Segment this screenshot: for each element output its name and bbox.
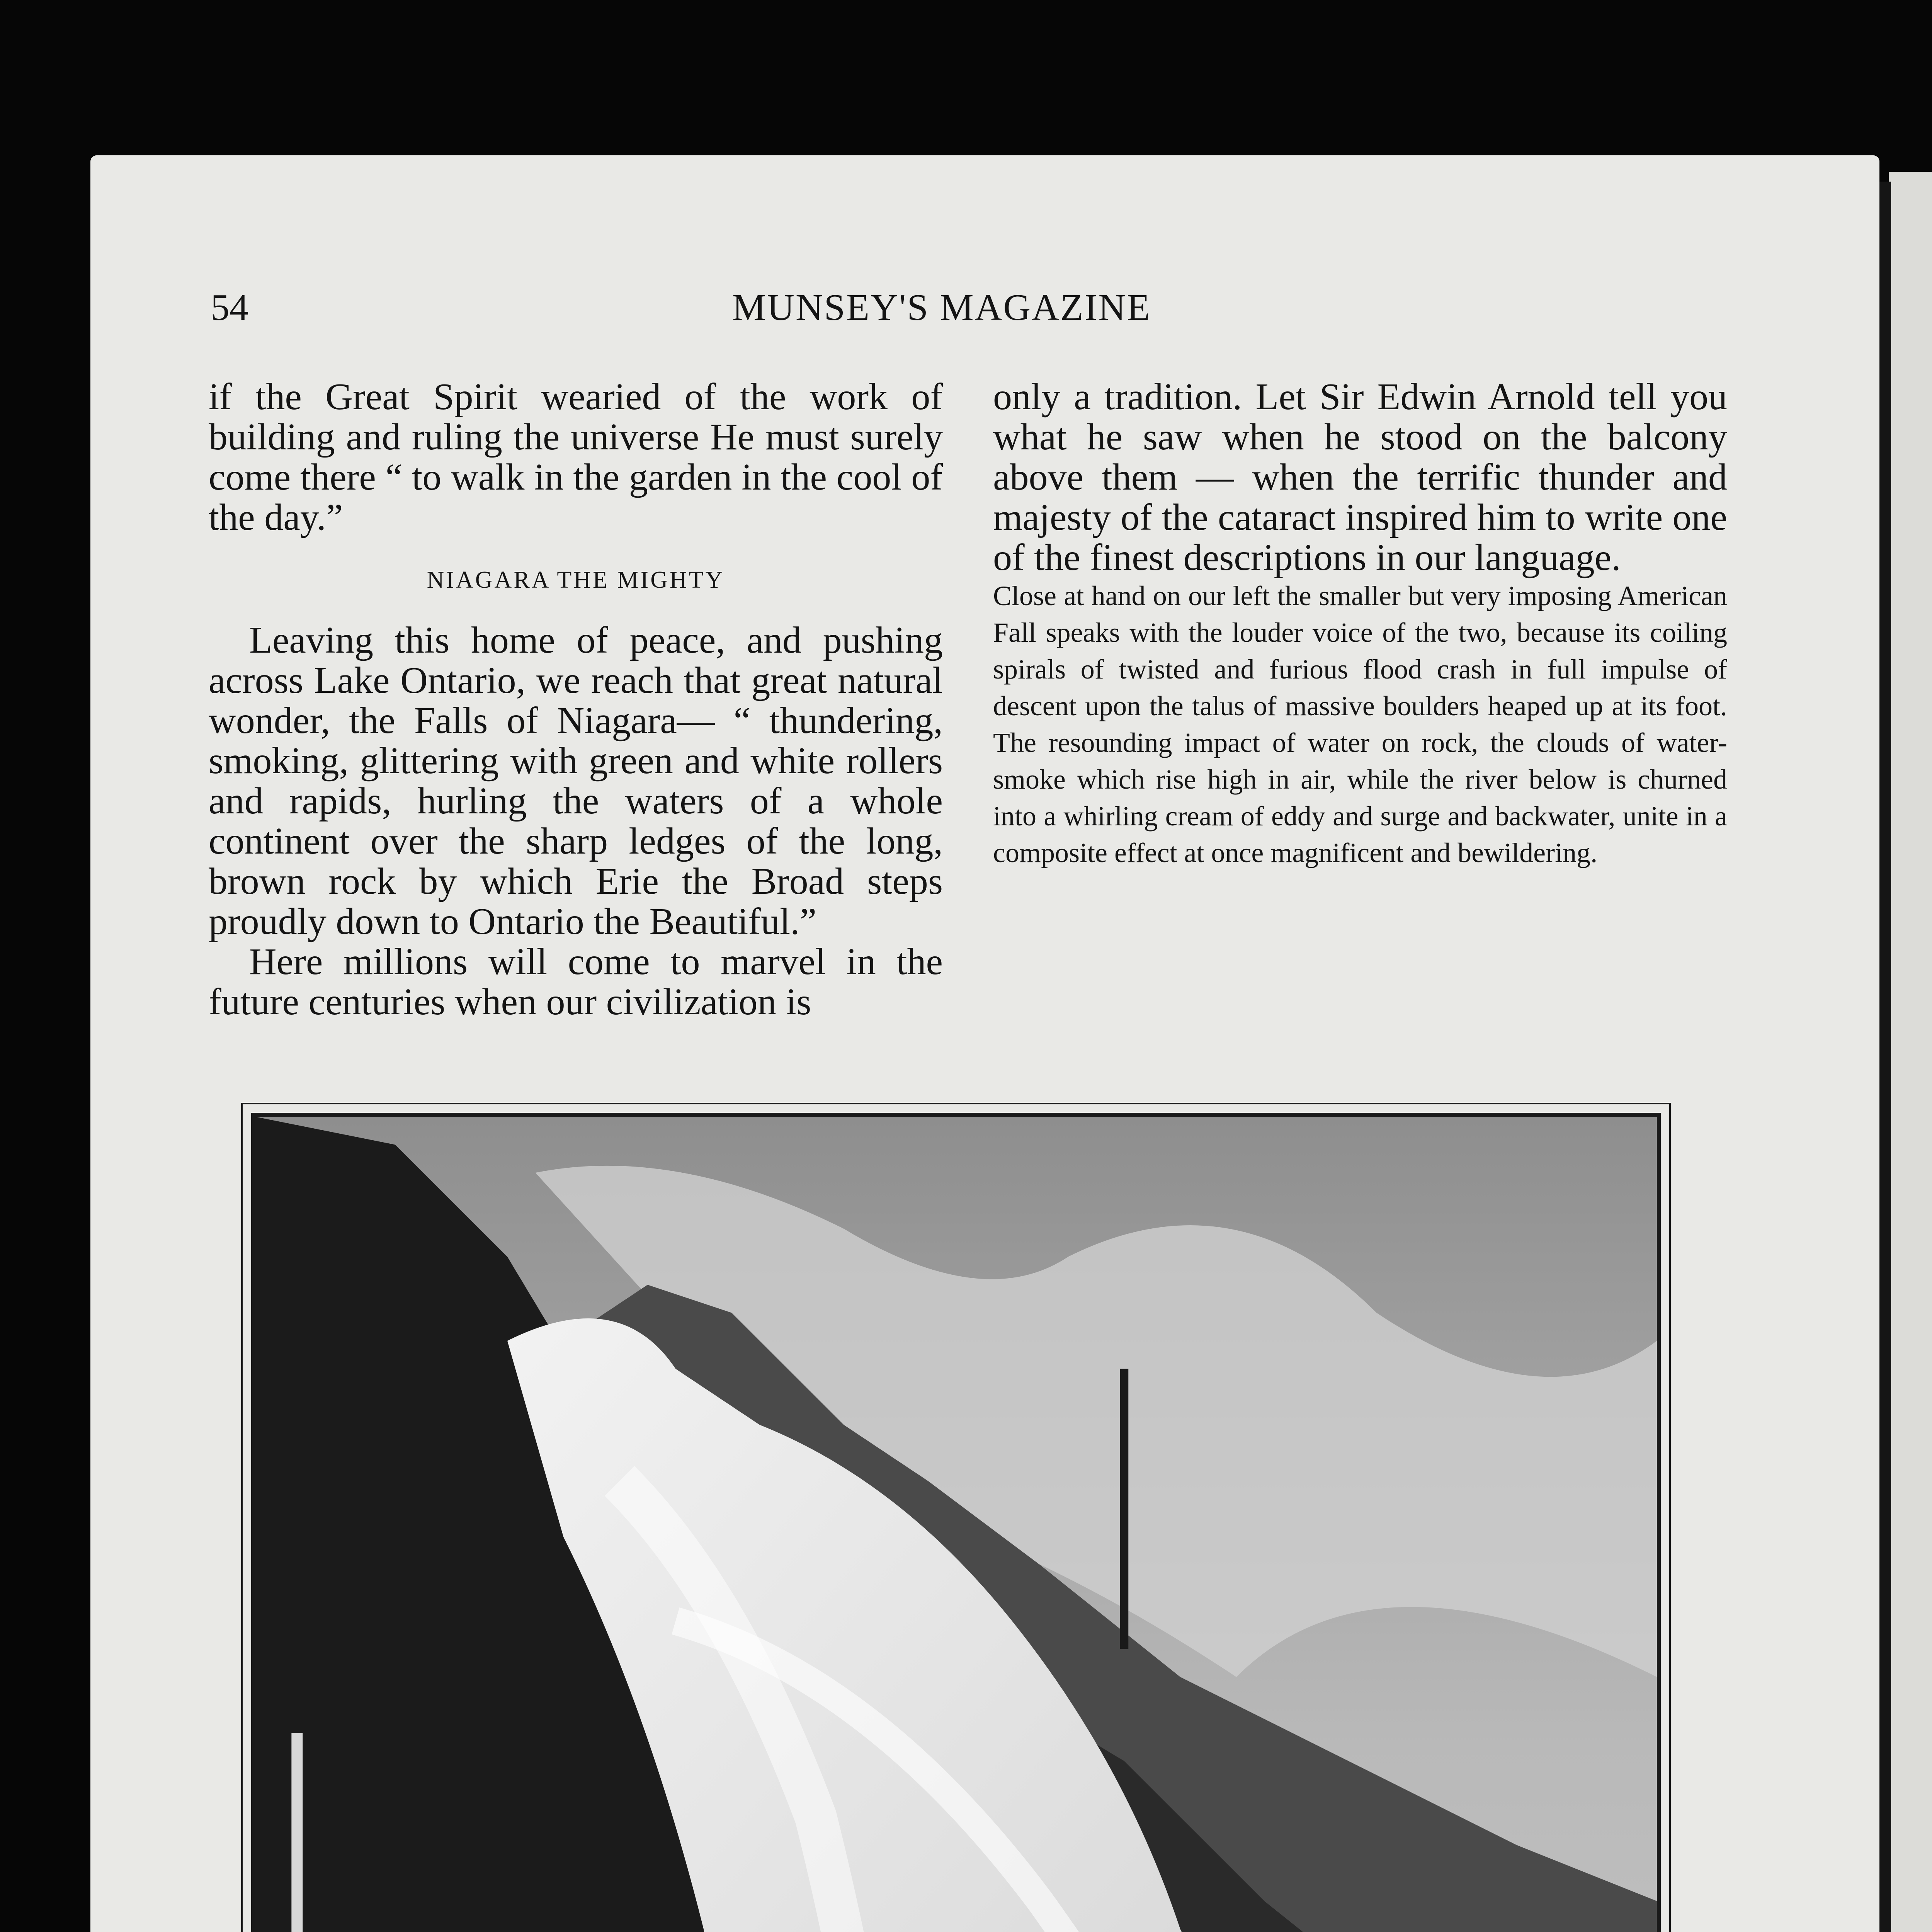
page-gutter-shadow [1879, 182, 1891, 1932]
waterfall-photo-art [255, 1117, 1657, 1932]
paragraph: if the Great Spirit wearied of the work of building and ruling the universe He must surely come there “ to walk in the garden in the cool of the day.” [209, 376, 943, 538]
paragraph: only a tradition. Let Sir Edwin Arnold tell you what he saw when he stood on the balcony above them — when the terrific thunder and majesty of the cataract inspired him to write one of the finest descriptions in our language. [993, 376, 1727, 578]
page-number: 54 [211, 287, 248, 328]
right-text-column [993, 377, 1727, 871]
left-text-column [209, 377, 943, 1022]
facing-page-edge [1889, 172, 1932, 1932]
section-subhead: NIAGARA THE MIGHTY [427, 567, 725, 593]
paragraph: Leaving this home of peace, and pushing across Lake Ontario, we reach that great natural wonder, the Falls of Niagara— “ thundering, smoking, glittering with green and white rollers and rapids, hurling the waters of a whole continent over the sharp ledges of the long, brown rock by which Erie the Broad steps proudly down to Ontario the Beautiful.” [209, 619, 943, 942]
waterfall-photograph [251, 1113, 1661, 1932]
paragraph: Here millions will come to marvel in the future centuries when our civilization is [209, 941, 943, 1023]
running-head: MUNSEY'S MAGAZINE [732, 287, 1151, 328]
block-quote: Close at hand on our left the smaller but very imposing American Fall speaks with the louder voice of the two, because its coiling spirals of twisted and furious flood crash in full impulse of descent upon the talus of massive boulders heaped up at its foot. The resounding impact of water on rock, the clouds of water-smoke which rise high in air, while the river below is churned into a whirling cream of eddy and surge and backwater, unite in a composite effect at once magnificent and bewildering. [993, 580, 1727, 868]
